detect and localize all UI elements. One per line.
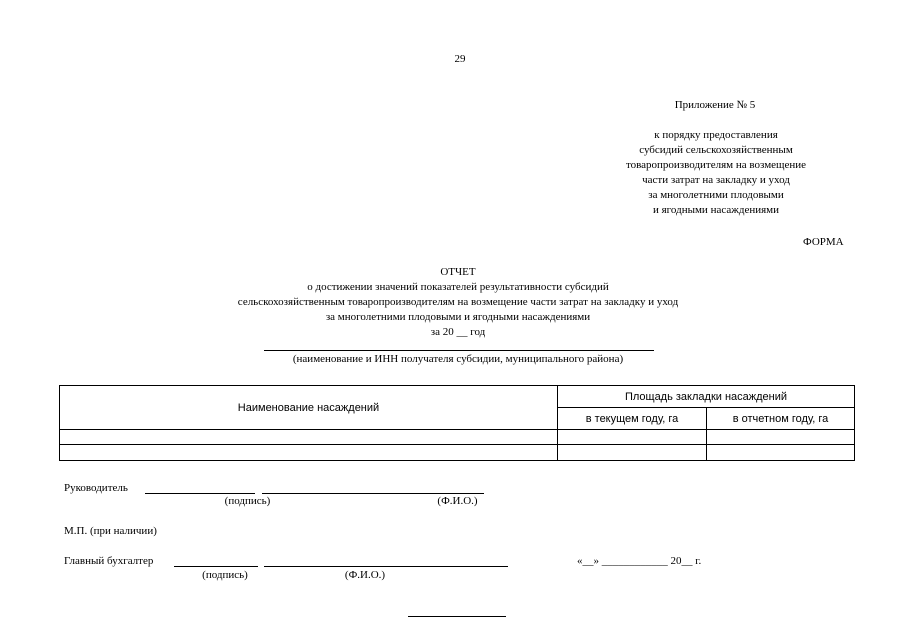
recipient-caption: (наименование и ИНН получателя субсидии, муниципального района) bbox=[292, 353, 624, 365]
footer-divider bbox=[408, 616, 506, 617]
appendix-line: товаропроизводителям на возмещение bbox=[625, 159, 807, 171]
cell-planting-name[interactable] bbox=[60, 445, 558, 461]
report-subtitle-line: о достижении значений показателей результативности субсидий bbox=[307, 281, 609, 293]
appendix-line: к порядку предоставления bbox=[654, 129, 778, 141]
head-label: Руководитель bbox=[64, 482, 128, 494]
report-subtitle-line: сельскохозяйственным товаропроизводителям на возмещение части затрат на закладку и уход bbox=[237, 296, 679, 308]
page-number-text: 29 bbox=[454, 53, 466, 65]
stamp-label: М.П. (при наличии) bbox=[64, 525, 157, 537]
plantings-table bbox=[59, 385, 855, 461]
appendix-line: и ягодными насаждениями bbox=[652, 204, 780, 216]
cell-planting-name[interactable] bbox=[60, 430, 558, 445]
cell-current-year[interactable] bbox=[558, 430, 707, 445]
table-row bbox=[60, 445, 855, 461]
head-name-caption: (Ф.И.О.) bbox=[437, 495, 478, 507]
report-title: ОТЧЕТ bbox=[440, 266, 476, 278]
cell-reporting-year[interactable] bbox=[707, 445, 855, 461]
recipient-field-line[interactable] bbox=[264, 350, 654, 351]
report-subtitle-line: за многолетними плодовыми и ягодными насаждениями bbox=[325, 311, 591, 323]
appendix-line: за многолетними плодовыми bbox=[648, 189, 784, 201]
header-current-year: в текущем году, га bbox=[558, 408, 707, 430]
date-field[interactable]: «__» ____________ 20__ г. bbox=[577, 555, 702, 567]
cell-current-year[interactable] bbox=[558, 445, 707, 461]
accountant-label: Главный бухгалтер bbox=[64, 555, 154, 567]
page-number bbox=[440, 52, 480, 67]
accountant-signature-line[interactable] bbox=[174, 566, 258, 567]
head-signature-caption: (подпись) bbox=[224, 495, 271, 507]
accountant-signature-caption: (подпись) bbox=[202, 569, 248, 581]
accountant-name-caption: (Ф.И.О.) bbox=[344, 569, 386, 581]
appendix-title: Приложение № 5 bbox=[674, 99, 756, 111]
appendix-line: части затрат на закладку и уход bbox=[642, 174, 790, 186]
form-label: ФОРМА bbox=[803, 236, 844, 248]
header-planting-name: Наименование насаждений bbox=[60, 386, 558, 430]
accountant-name-line[interactable] bbox=[264, 566, 508, 567]
header-planting-area: Площадь закладки насаждений bbox=[558, 386, 855, 408]
cell-reporting-year[interactable] bbox=[707, 430, 855, 445]
header-reporting-year: в отчетном году, га bbox=[707, 408, 855, 430]
report-year-line: за 20 __ год bbox=[430, 326, 486, 338]
appendix-line: субсидий сельскохозяйственным bbox=[639, 144, 793, 156]
table-row bbox=[60, 430, 855, 445]
